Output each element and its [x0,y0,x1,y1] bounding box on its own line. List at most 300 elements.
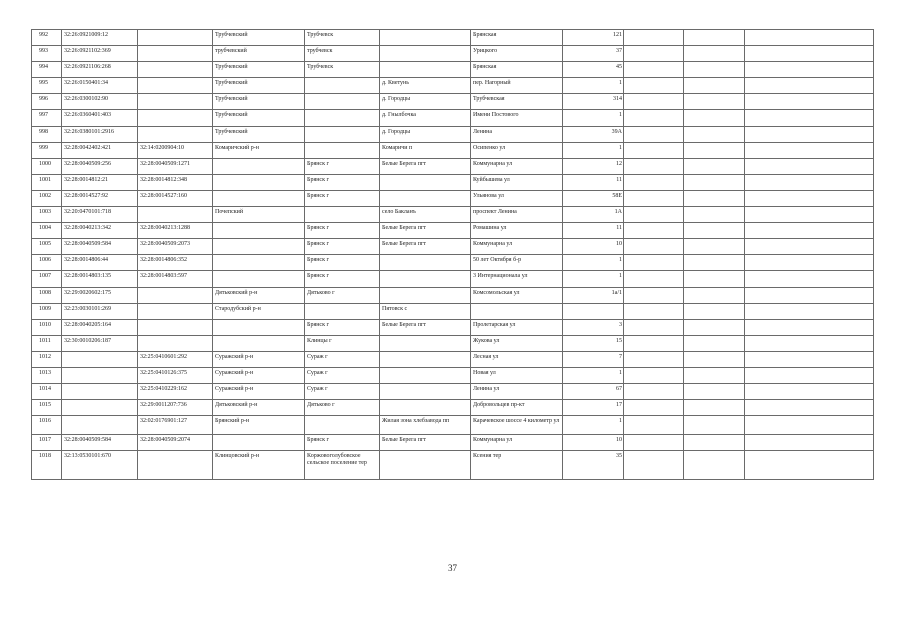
cadastral-number-cell: 32:26:0380101:2916 [62,126,138,142]
cadastral-number-cell: 32:20:0470101:718 [62,207,138,223]
street-cell: Осипенко ул [471,142,563,158]
parcel-number-cell [138,94,213,110]
street-cell: Имени Постового [471,110,563,126]
row-number-cell: 1012 [32,351,62,367]
extra-cell-3 [745,126,874,142]
table-row [32,62,874,78]
extra-cell-3 [745,239,874,255]
city-cell [305,207,380,223]
table-row [32,190,874,206]
parcel-number-cell [138,287,213,303]
cadastral-number-cell: 32:28:0014803:135 [62,271,138,287]
house-number-cell: 17 [563,400,624,416]
row-number-cell: 1008 [32,287,62,303]
house-number-cell: 11 [563,174,624,190]
extra-cell-3 [745,174,874,190]
district-cell [213,223,305,239]
house-number-cell: 35 [563,451,624,480]
settlement-cell [380,174,471,190]
extra-cell-1 [624,46,684,62]
street-cell: Ксения тер [471,451,563,480]
city-cell: Брянск г [305,223,380,239]
parcel-number-cell [138,335,213,351]
street-cell: Лесная ул [471,351,563,367]
extra-cell-2 [684,110,745,126]
extra-cell-3 [745,110,874,126]
row-number-cell: 993 [32,46,62,62]
extra-cell-3 [745,46,874,62]
district-cell: Трубчевский [213,30,305,46]
street-cell: Комсомольская ул [471,287,563,303]
extra-cell-1 [624,255,684,271]
extra-cell-1 [624,62,684,78]
extra-cell-3 [745,223,874,239]
cadastral-number-cell: 32:28:0040213:342 [62,223,138,239]
settlement-cell [380,400,471,416]
house-number-cell: 1а/1 [563,287,624,303]
district-cell [213,255,305,271]
house-number-cell: 45 [563,62,624,78]
table-row [32,239,874,255]
row-number-cell: 1000 [32,158,62,174]
extra-cell-1 [624,435,684,451]
row-number-cell: 995 [32,78,62,94]
street-cell: Урицкого [471,46,563,62]
settlement-cell [380,255,471,271]
extra-cell-2 [684,303,745,319]
extra-cell-2 [684,435,745,451]
city-cell: Брянск г [305,158,380,174]
district-cell: Суражский р-н [213,351,305,367]
cadastral-number-cell: 32:26:0300102:90 [62,94,138,110]
row-number-cell: 1015 [32,400,62,416]
extra-cell-1 [624,94,684,110]
row-number-cell: 1013 [32,367,62,383]
cadastral-number-cell [62,416,138,435]
parcel-number-cell: 32:28:0014803:597 [138,271,213,287]
cadastral-number-cell: 32:23:0030101:269 [62,303,138,319]
district-cell: Трубчевский [213,78,305,94]
extra-cell-2 [684,416,745,435]
row-number-cell: 994 [32,62,62,78]
extra-cell-3 [745,335,874,351]
city-cell: Брянск г [305,255,380,271]
extra-cell-1 [624,207,684,223]
table-row [32,451,874,480]
city-cell: Брянск г [305,435,380,451]
table-row [32,78,874,94]
street-cell: Трубчевская [471,94,563,110]
district-cell [213,319,305,335]
district-cell [213,239,305,255]
district-cell [213,158,305,174]
table-row [32,335,874,351]
table-row [32,94,874,110]
extra-cell-2 [684,319,745,335]
table-row [32,255,874,271]
city-cell: Трубчевск [305,62,380,78]
house-number-cell: 1 [563,416,624,435]
house-number-cell: 1 [563,110,624,126]
street-cell: Брянская [471,62,563,78]
extra-cell-2 [684,384,745,400]
row-number-cell: 998 [32,126,62,142]
house-number-cell: 121 [563,30,624,46]
settlement-cell: д. Гнылбочка [380,110,471,126]
parcel-number-cell [138,303,213,319]
city-cell: Сураж г [305,351,380,367]
district-cell: Суражский р-н [213,384,305,400]
house-number-cell: 1 [563,367,624,383]
extra-cell-1 [624,142,684,158]
street-cell: Пролетарская ул [471,319,563,335]
cadastral-number-cell: 32:28:0040509:584 [62,239,138,255]
city-cell: Брянск г [305,239,380,255]
extra-cell-3 [745,416,874,435]
cadastral-number-cell: 32:28:0040205:164 [62,319,138,335]
street-cell: Добровольцев пр-кт [471,400,563,416]
table-row [32,367,874,383]
row-number-cell: 1003 [32,207,62,223]
parcel-number-cell: 32:28:0040509:2074 [138,435,213,451]
house-number-cell: 37 [563,46,624,62]
row-number-cell: 1011 [32,335,62,351]
settlement-cell: Белые Берега пгт [380,319,471,335]
city-cell [305,94,380,110]
street-cell: проспект Ленина [471,207,563,223]
cadastral-number-cell [62,384,138,400]
city-cell: Сураж г [305,384,380,400]
parcel-number-cell: 32:25:0410601:292 [138,351,213,367]
city-cell [305,110,380,126]
extra-cell-3 [745,367,874,383]
house-number-cell: 314 [563,94,624,110]
cadastral-number-cell: 32:30:0010206:187 [62,335,138,351]
extra-cell-3 [745,435,874,451]
extra-cell-3 [745,62,874,78]
parcel-number-cell [138,451,213,480]
row-number-cell: 1009 [32,303,62,319]
table-row [32,384,874,400]
street-cell [471,303,563,319]
extra-cell-1 [624,451,684,480]
table-row [32,46,874,62]
table-row [32,174,874,190]
settlement-cell: Жилая зона хлебзавода пп [380,416,471,435]
table-row [32,142,874,158]
district-cell: Брянский р-н [213,416,305,435]
cadastral-number-cell: 32:28:0014812:21 [62,174,138,190]
house-number-cell: 58Е [563,190,624,206]
extra-cell-2 [684,367,745,383]
city-cell: Брянск г [305,319,380,335]
street-cell: Коммунарна ул [471,158,563,174]
extra-cell-2 [684,190,745,206]
house-number-cell: 15 [563,335,624,351]
district-cell: Почепский [213,207,305,223]
row-number-cell: 1018 [32,451,62,480]
extra-cell-2 [684,335,745,351]
cadastral-number-cell: 32:26:0150401:34 [62,78,138,94]
district-cell: Трубчевский [213,62,305,78]
row-number-cell: 1016 [32,416,62,435]
district-cell [213,190,305,206]
cadastral-number-cell: 32:29:0020602:175 [62,287,138,303]
settlement-cell [380,367,471,383]
house-number-cell: 1 [563,271,624,287]
house-number-cell: 67 [563,384,624,400]
table-row [32,400,874,416]
row-number-cell: 1017 [32,435,62,451]
parcel-number-cell: 32:28:0014812:348 [138,174,213,190]
district-cell: Трубчевский [213,126,305,142]
extra-cell-2 [684,174,745,190]
cadastral-number-cell: 32:26:0921102:369 [62,46,138,62]
table-row [32,271,874,287]
settlement-cell: Белые Берега пгт [380,239,471,255]
table-row [32,110,874,126]
extra-cell-1 [624,158,684,174]
city-cell: Брянск г [305,190,380,206]
extra-cell-1 [624,319,684,335]
settlement-cell [380,30,471,46]
settlement-cell: д. Городцы [380,94,471,110]
table-row [32,158,874,174]
extra-cell-3 [745,351,874,367]
extra-cell-3 [745,158,874,174]
city-cell: трубчевск [305,46,380,62]
table-row [32,287,874,303]
extra-cell-2 [684,451,745,480]
street-cell: Ленина ул [471,384,563,400]
house-number-cell: 1А [563,207,624,223]
settlement-cell: Пятовск с [380,303,471,319]
house-number-cell [563,303,624,319]
district-cell: трубчевский [213,46,305,62]
district-cell [213,271,305,287]
row-number-cell: 992 [32,30,62,46]
cadastral-number-cell: 32:28:0040509:584 [62,435,138,451]
settlement-cell: Комаричи п [380,142,471,158]
city-cell: Дятьково г [305,400,380,416]
cadastral-number-cell [62,351,138,367]
house-number-cell: 1 [563,255,624,271]
extra-cell-1 [624,271,684,287]
house-number-cell: 7 [563,351,624,367]
settlement-cell [380,190,471,206]
extra-cell-2 [684,255,745,271]
district-cell: Трубчевский [213,110,305,126]
cadastral-number-cell [62,400,138,416]
house-number-cell: 11 [563,223,624,239]
cadastral-number-cell: 32:28:0014527:92 [62,190,138,206]
city-cell [305,126,380,142]
district-cell [213,335,305,351]
street-cell: Брянская [471,30,563,46]
city-cell: Дятьково г [305,287,380,303]
parcel-number-cell [138,62,213,78]
extra-cell-2 [684,223,745,239]
registry-table [31,29,874,480]
settlement-cell: д. Городцы [380,126,471,142]
settlement-cell: д. Кветунь [380,78,471,94]
settlement-cell [380,351,471,367]
street-cell: Ленина [471,126,563,142]
cadastral-number-cell: 32:28:0040509:256 [62,158,138,174]
parcel-number-cell: 32:28:0040509:2073 [138,239,213,255]
parcel-number-cell: 32:14:0200904:10 [138,142,213,158]
settlement-cell [380,46,471,62]
table-row [32,30,874,46]
house-number-cell: 10 [563,239,624,255]
extra-cell-1 [624,351,684,367]
settlement-cell [380,451,471,480]
extra-cell-2 [684,239,745,255]
extra-cell-1 [624,384,684,400]
extra-cell-1 [624,126,684,142]
city-cell [305,142,380,158]
extra-cell-3 [745,255,874,271]
table-row [32,319,874,335]
row-number-cell: 999 [32,142,62,158]
extra-cell-1 [624,416,684,435]
cadastral-number-cell: 32:26:0360401:403 [62,110,138,126]
settlement-cell [380,287,471,303]
city-cell: Брянск г [305,271,380,287]
district-cell [213,174,305,190]
parcel-number-cell: 32:25:0410229:162 [138,384,213,400]
row-number-cell: 1004 [32,223,62,239]
parcel-number-cell [138,78,213,94]
extra-cell-3 [745,287,874,303]
extra-cell-1 [624,190,684,206]
extra-cell-3 [745,271,874,287]
extra-cell-3 [745,30,874,46]
extra-cell-1 [624,287,684,303]
extra-cell-1 [624,303,684,319]
parcel-number-cell: 32:25:0410126:375 [138,367,213,383]
cadastral-number-cell: 32:28:0014806:44 [62,255,138,271]
row-number-cell: 1006 [32,255,62,271]
parcel-number-cell: 32:29:0011207:736 [138,400,213,416]
house-number-cell: 10 [563,435,624,451]
settlement-cell: Белые Берега пгт [380,435,471,451]
parcel-number-cell [138,319,213,335]
district-cell [213,435,305,451]
city-cell [305,78,380,94]
extra-cell-2 [684,78,745,94]
row-number-cell: 1002 [32,190,62,206]
cadastral-number-cell: 32:28:0042402:421 [62,142,138,158]
extra-cell-1 [624,239,684,255]
extra-cell-1 [624,367,684,383]
table-row [32,223,874,239]
table-row [32,207,874,223]
house-number-cell: 1 [563,78,624,94]
street-cell: Новая ул [471,367,563,383]
street-cell: пер. Нагорный [471,78,563,94]
street-cell: Карачевское шоссе 4 километр ул [471,416,563,435]
street-cell: 50 лет Октября б-р [471,255,563,271]
table-row [32,435,874,451]
settlement-cell: село Бакланъ [380,207,471,223]
table-row [32,126,874,142]
extra-cell-2 [684,94,745,110]
row-number-cell: 1001 [32,174,62,190]
cadastral-number-cell [62,367,138,383]
extra-cell-2 [684,400,745,416]
city-cell: Клинцы г [305,335,380,351]
extra-cell-3 [745,190,874,206]
table-row [32,351,874,367]
settlement-cell [380,62,471,78]
street-cell: Ромашина ул [471,223,563,239]
parcel-number-cell: 32:28:0014806:352 [138,255,213,271]
parcel-number-cell [138,126,213,142]
row-number-cell: 996 [32,94,62,110]
district-cell: Клинцовский р-н [213,451,305,480]
extra-cell-3 [745,142,874,158]
extra-cell-3 [745,451,874,480]
street-cell: Жукова ул [471,335,563,351]
extra-cell-1 [624,335,684,351]
table-row [32,303,874,319]
cadastral-number-cell: 32:26:0921106:268 [62,62,138,78]
extra-cell-3 [745,384,874,400]
extra-cell-3 [745,78,874,94]
extra-cell-1 [624,400,684,416]
street-cell: Куйбышева ул [471,174,563,190]
settlement-cell [380,335,471,351]
parcel-number-cell [138,46,213,62]
district-cell: Суражский р-н [213,367,305,383]
extra-cell-2 [684,158,745,174]
house-number-cell: 3 [563,319,624,335]
extra-cell-3 [745,94,874,110]
extra-cell-2 [684,30,745,46]
page-number: 37 [448,563,457,573]
street-cell: Коммунарна ул [471,435,563,451]
city-cell: Сураж г [305,367,380,383]
extra-cell-1 [624,110,684,126]
house-number-cell: 1 [563,142,624,158]
extra-cell-3 [745,400,874,416]
extra-cell-2 [684,62,745,78]
parcel-number-cell: 32:02:0176901:127 [138,416,213,435]
city-cell [305,303,380,319]
settlement-cell: Белые Берега пгт [380,158,471,174]
parcel-number-cell: 32:28:0014527:160 [138,190,213,206]
extra-cell-2 [684,46,745,62]
settlement-cell [380,271,471,287]
row-number-cell: 1010 [32,319,62,335]
parcel-number-cell: 32:28:0040213:1288 [138,223,213,239]
row-number-cell: 1014 [32,384,62,400]
extra-cell-1 [624,30,684,46]
row-number-cell: 1007 [32,271,62,287]
extra-cell-1 [624,223,684,239]
house-number-cell: 39А [563,126,624,142]
parcel-number-cell [138,30,213,46]
extra-cell-2 [684,287,745,303]
table-row [32,416,874,435]
parcel-number-cell [138,207,213,223]
extra-cell-1 [624,174,684,190]
street-cell: Коммунарна ул [471,239,563,255]
house-number-cell: 12 [563,158,624,174]
district-cell: Стародубский р-н [213,303,305,319]
extra-cell-3 [745,319,874,335]
